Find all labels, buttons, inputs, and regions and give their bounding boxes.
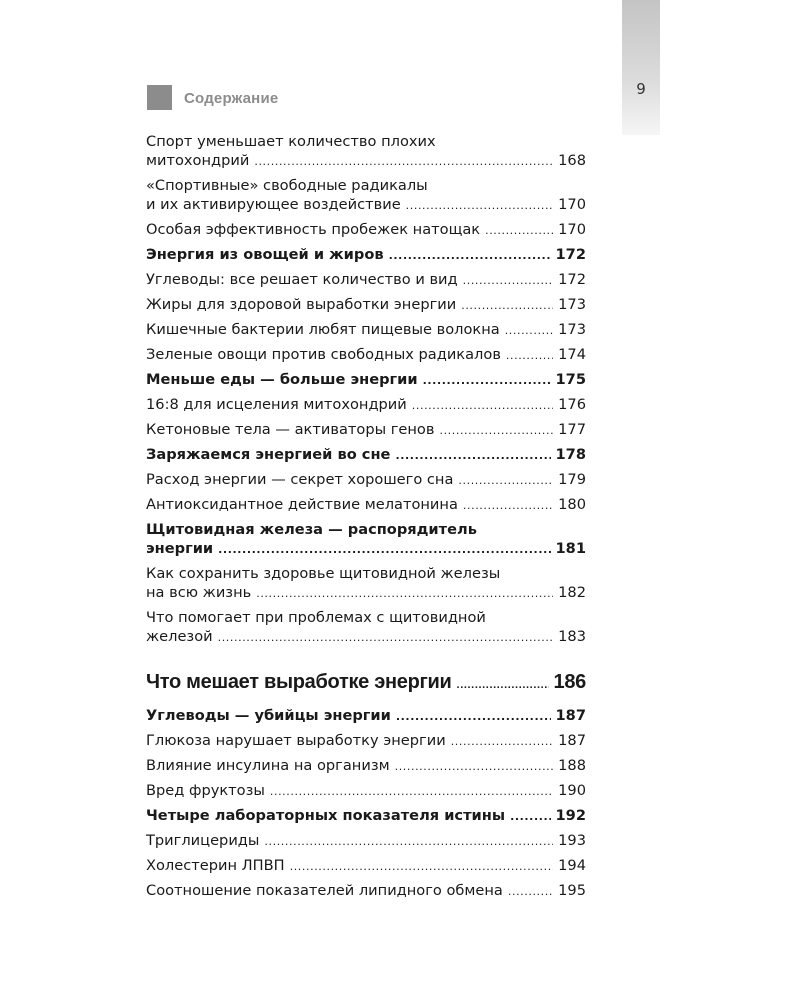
table-of-contents bbox=[146, 132, 586, 906]
toc-entry-title: Расход энергии — секрет хорошего сна bbox=[146, 471, 454, 488]
toc-page-number: 193 bbox=[558, 832, 586, 849]
toc-entry-title: митохондрий bbox=[146, 152, 250, 169]
dot-leader bbox=[463, 496, 553, 515]
toc-entry bbox=[146, 245, 586, 265]
toc-entry-title: Энергия из овощей и жиров bbox=[146, 246, 384, 263]
toc-entry-title: на всю жизнь bbox=[146, 584, 252, 601]
toc-entry-row bbox=[146, 320, 586, 340]
dot-leader bbox=[505, 321, 553, 340]
toc-entry-row bbox=[146, 831, 586, 851]
toc-entry-row bbox=[146, 195, 586, 215]
toc-entry bbox=[146, 420, 586, 440]
toc-page-number: 177 bbox=[558, 421, 586, 438]
dot-leader bbox=[463, 271, 554, 290]
toc-entry bbox=[146, 395, 586, 415]
dot-leader bbox=[412, 396, 553, 415]
toc-entry-row bbox=[146, 151, 586, 171]
toc-entry-row bbox=[146, 856, 586, 876]
toc-entry-row bbox=[146, 420, 586, 440]
toc-entry-row bbox=[146, 270, 586, 290]
toc-entry bbox=[146, 320, 586, 340]
dot-leader bbox=[423, 371, 551, 390]
toc-page-number: 187 bbox=[558, 732, 586, 749]
toc-entry bbox=[146, 756, 586, 776]
toc-entry-title-line: Что помогает при проблемах с щитовидной bbox=[146, 609, 486, 626]
toc-entry bbox=[146, 345, 586, 365]
toc-entry-title: Жиры для здоровой выработки энергии bbox=[146, 296, 457, 313]
dot-leader bbox=[395, 757, 554, 776]
toc-entry-title: и их активирующее воздействие bbox=[146, 196, 401, 213]
toc-page-number: 190 bbox=[558, 782, 586, 799]
page-tab bbox=[622, 0, 660, 135]
toc-page-number: 192 bbox=[555, 807, 586, 824]
toc-entry-title: Соотношение показателей липидного обмена bbox=[146, 882, 503, 899]
toc-page-number: 168 bbox=[558, 152, 586, 169]
toc-entry bbox=[146, 731, 586, 751]
toc-entry bbox=[146, 495, 586, 515]
toc-entry bbox=[146, 856, 586, 876]
toc-entry-row bbox=[146, 295, 586, 315]
toc-entry bbox=[146, 881, 586, 901]
toc-page-number: 174 bbox=[558, 346, 586, 363]
toc-entry-title: 16:8 для исцеления митохондрий bbox=[146, 396, 407, 413]
toc-entry-row bbox=[146, 495, 586, 515]
toc-entry bbox=[146, 831, 586, 851]
toc-entry bbox=[146, 520, 586, 559]
toc-entry-row bbox=[146, 756, 586, 776]
dot-leader bbox=[396, 707, 551, 726]
dot-leader bbox=[439, 421, 553, 440]
toc-entry-title: Углеводы: все решает количество и вид bbox=[146, 271, 458, 288]
toc-page-number: 186 bbox=[553, 671, 586, 693]
dot-leader bbox=[218, 540, 550, 559]
toc-entry-row bbox=[146, 539, 586, 559]
dot-leader bbox=[256, 584, 553, 603]
toc-page-number: 180 bbox=[558, 496, 586, 513]
toc-entry-title: Вред фруктозы bbox=[146, 782, 265, 799]
dot-leader bbox=[461, 296, 553, 315]
toc-entry bbox=[146, 176, 586, 215]
toc-entry bbox=[146, 220, 586, 240]
toc-page-number: 173 bbox=[558, 296, 586, 313]
toc-entry-title: Глюкоза нарушает выработку энергии bbox=[146, 732, 446, 749]
toc-entry-row bbox=[146, 370, 586, 390]
toc-entry-title: энергии bbox=[146, 540, 214, 557]
toc-entry-title-line: Спорт уменьшает количество плохих bbox=[146, 133, 436, 150]
toc-entry-row bbox=[146, 731, 586, 751]
dot-leader bbox=[270, 782, 553, 801]
header-square-icon bbox=[147, 85, 172, 110]
toc-entry-row bbox=[146, 445, 586, 465]
toc-entry-row bbox=[146, 470, 586, 490]
toc-entry-title: Холестерин ЛПВП bbox=[146, 857, 285, 874]
toc-entry bbox=[146, 270, 586, 290]
toc-page-number: 181 bbox=[555, 540, 586, 557]
toc-entry bbox=[146, 470, 586, 490]
toc-entry-row bbox=[146, 806, 586, 826]
toc-entry bbox=[146, 608, 586, 647]
toc-entry-title: Углеводы — убийцы энергии bbox=[146, 707, 391, 724]
toc-entry-row bbox=[146, 395, 586, 415]
toc-entry-title: железой bbox=[146, 628, 213, 645]
toc-entry bbox=[146, 445, 586, 465]
page-number: 9 bbox=[636, 80, 646, 98]
toc-page-number: 195 bbox=[558, 882, 586, 899]
toc-page-number: 187 bbox=[555, 707, 586, 724]
toc-entry-row bbox=[146, 669, 586, 698]
header-title: Содержание bbox=[184, 90, 279, 107]
toc-page-number: 173 bbox=[558, 321, 586, 338]
dot-leader bbox=[506, 346, 553, 365]
toc-page-number: 176 bbox=[558, 396, 586, 413]
toc-entry-row bbox=[146, 881, 586, 901]
toc-entry-row bbox=[146, 345, 586, 365]
toc-page-number: 194 bbox=[558, 857, 586, 874]
toc-entry-row bbox=[146, 583, 586, 603]
toc-entry-row bbox=[146, 706, 586, 726]
toc-page-number: 175 bbox=[555, 371, 586, 388]
toc-entry-title-line: Щитовидная железа — распорядитель bbox=[146, 521, 477, 538]
toc-page-number: 170 bbox=[558, 221, 586, 238]
dot-leader bbox=[485, 221, 553, 240]
toc-page-number: 172 bbox=[555, 246, 586, 263]
toc-entry-row bbox=[146, 781, 586, 801]
dot-leader bbox=[508, 882, 553, 901]
toc-entry bbox=[146, 706, 586, 726]
toc-page-number: 183 bbox=[558, 628, 586, 645]
toc-page-number: 179 bbox=[558, 471, 586, 488]
toc-entry-title: Антиоксидантное действие мелатонина bbox=[146, 496, 458, 513]
toc-entry-row bbox=[146, 245, 586, 265]
toc-entry bbox=[146, 781, 586, 801]
toc-entry bbox=[146, 564, 586, 603]
toc-entry-title: Особая эффективность пробежек натощак bbox=[146, 221, 481, 238]
toc-page-number: 178 bbox=[555, 446, 586, 463]
toc-entry-title: Зеленые овощи против свободных радикалов bbox=[146, 346, 501, 363]
toc-page-number: 182 bbox=[558, 584, 586, 601]
toc-entry-title: Триглицериды bbox=[146, 832, 260, 849]
toc-page-number: 172 bbox=[558, 271, 586, 288]
toc-entry-title-line: Как сохранить здоровье щитовидной железы bbox=[146, 565, 501, 582]
toc-entry bbox=[146, 132, 586, 171]
toc-page-number: 188 bbox=[558, 757, 586, 774]
toc-entry-row bbox=[146, 220, 586, 240]
toc-entry bbox=[146, 370, 586, 390]
toc-entry-row bbox=[146, 627, 586, 647]
dot-leader bbox=[218, 628, 554, 647]
dot-leader bbox=[457, 672, 549, 698]
toc-entry bbox=[146, 295, 586, 315]
toc-entry-title: Влияние инсулина на организм bbox=[146, 757, 390, 774]
dot-leader bbox=[451, 732, 553, 751]
dot-leader bbox=[389, 246, 551, 265]
dot-leader bbox=[458, 471, 553, 490]
toc-page-number: 170 bbox=[558, 196, 586, 213]
toc-entry-title: Четыре лабораторных показателя истины bbox=[146, 807, 506, 824]
toc-entry-title: Кишечные бактерии любят пищевые волокна bbox=[146, 321, 500, 338]
toc-entry-title: Что мешает выработке энергии bbox=[146, 671, 452, 693]
dot-leader bbox=[510, 807, 550, 826]
toc-entry bbox=[146, 806, 586, 826]
toc-section-heading bbox=[146, 669, 586, 698]
dot-leader bbox=[254, 152, 553, 171]
dot-leader bbox=[264, 832, 553, 851]
dot-leader bbox=[395, 446, 550, 465]
dot-leader bbox=[406, 196, 553, 215]
toc-entry-title: Кетоновые тела — активаторы генов bbox=[146, 421, 435, 438]
toc-entry-title: Заряжаемся энергией во сне bbox=[146, 446, 391, 463]
dot-leader bbox=[290, 857, 554, 876]
toc-entry-title-line: «Спортивные» свободные радикалы bbox=[146, 177, 428, 194]
toc-entry-title: Меньше еды — больше энергии bbox=[146, 371, 418, 388]
